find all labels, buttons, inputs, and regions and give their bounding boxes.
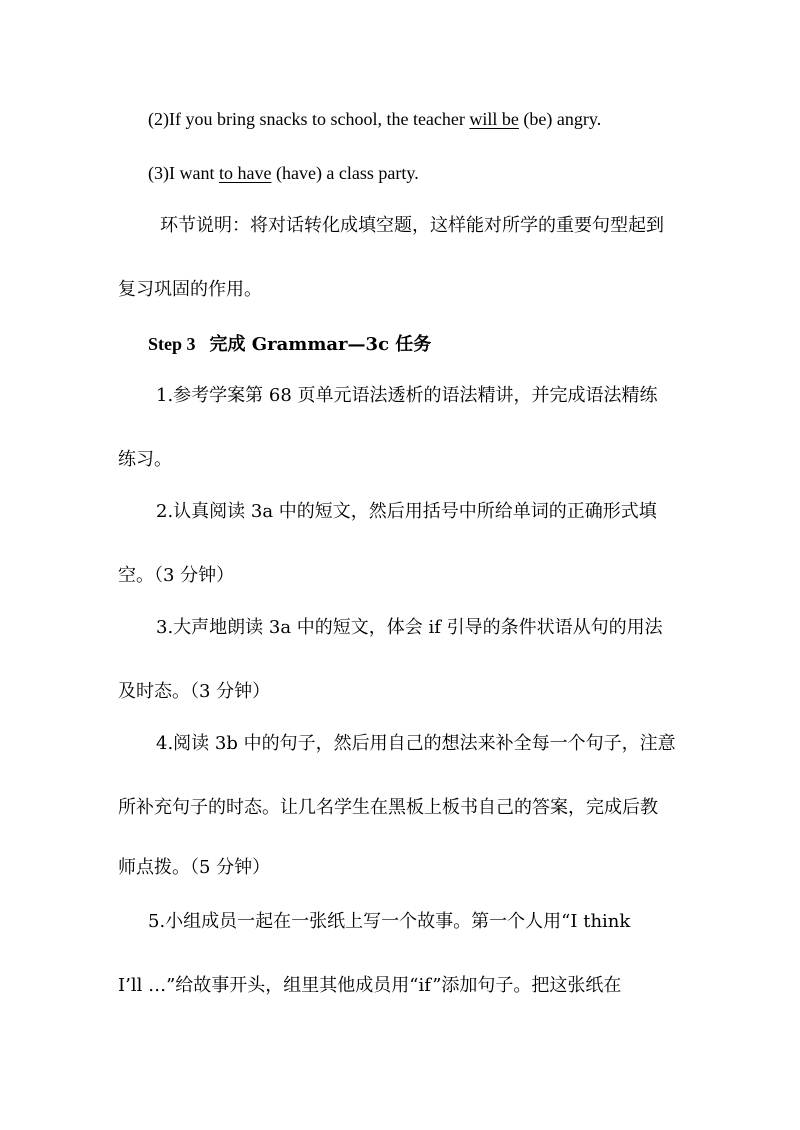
exercise-2-text: (2)If you bring snacks to school, the teacher [148,109,470,129]
task-1-line-1: 1.参考学案第 68 页单元语法透析的语法精讲，并完成语法精练 [156,385,658,406]
exercise-3-rest: (have) a class party. [271,163,419,183]
step-number: Step 3 [148,334,196,354]
explanation-line-1: 环节说明：将对话转化成填空题，这样能对所学的重要句型起到 [160,215,664,236]
task-2-line-1: 2.认真阅读 3a 中的短文，然后用括号中所给单词的正确形式填 [156,501,657,522]
task-3-line-1: 3.大声地朗读 3a 中的短文，体会 if 引导的条件状语从句的用法 [156,617,663,638]
explanation-line-2: 复习巩固的作用。 [118,279,262,300]
exercise-3-text: (3)I want [148,163,219,183]
exercise-line-2 [148,107,601,131]
task-3-line-2: 及时态。（3 分钟） [118,681,271,702]
task-2-line-2: 空。（3 分钟） [118,565,235,586]
exercise-3-answer: to have [218,163,272,183]
task-4-line-3: 师点拨。（5 分钟） [118,857,271,878]
task-5-line-2: I’ll …”给故事开头，组里其他成员用“if”添加句子。把这张纸在 [118,975,622,996]
task-5-line-1: 5.小组成员一起在一张纸上写一个故事。第一个人用“I think [148,911,631,932]
exercise-2-rest: (be) angry. [518,109,602,129]
task-1-line-2: 练习。 [118,449,172,470]
step-heading [148,332,431,357]
exercise-2-answer: will be [469,109,519,129]
step-title: 完成 Grammar—3c 任务 [209,334,432,355]
exercise-line-3 [148,161,419,185]
task-4-line-2: 所补充句子的时态。让几名学生在黑板上板书自己的答案，完成后教 [118,797,658,818]
task-4-line-1: 4.阅读 3b 中的句子，然后用自己的想法来补全每一个句子，注意 [156,733,676,754]
